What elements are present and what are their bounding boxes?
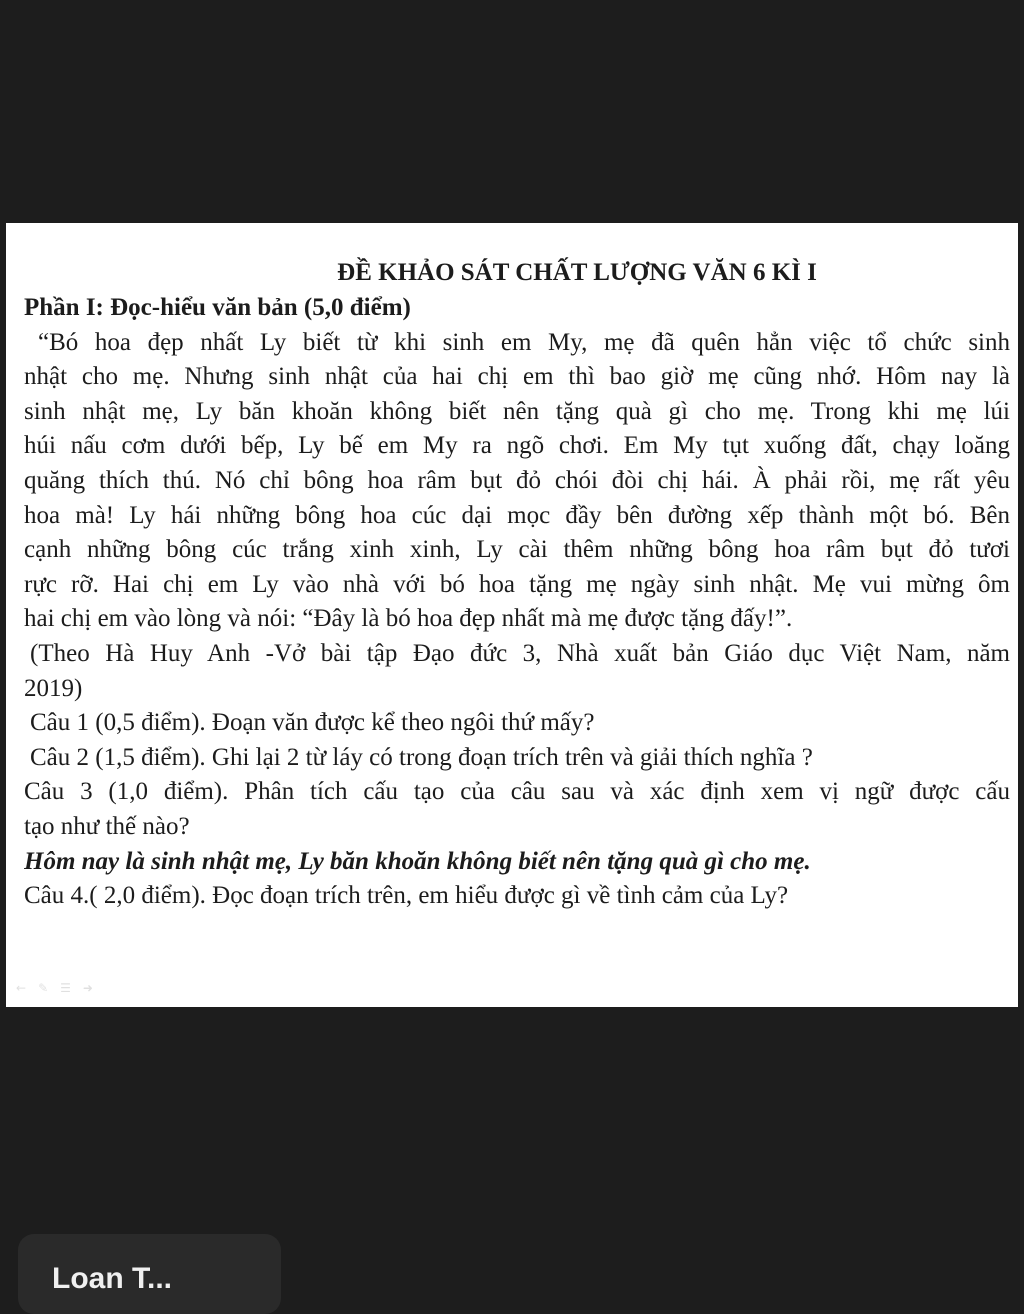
source-citation: 2019): [24, 674, 83, 702]
faded-toolbar: [16, 981, 93, 995]
bottom-tab-label: Loan T...: [52, 1262, 172, 1295]
section-heading: Phần I: Đọc-hiểu văn bản (5,0 điểm): [24, 294, 411, 321]
document-title: ĐỀ KHẢO SÁT CHẤT LƯỢNG VĂN 6 KÌ I: [337, 259, 817, 286]
question-3-sentence: Hôm nay là sinh nhật mẹ, Ly băn khoăn không biết nên tặng quà gì cho mẹ.: [24, 847, 811, 875]
question-4: Câu 4.( 2,0 điểm). Đọc đoạn trích trên, em hiểu được gì về tình cảm của Ly?: [24, 882, 789, 910]
passage-line: “Bó hoa đẹp nhất Ly biết từ khi sinh em My, mẹ đã quên hẳn việc tổ chức sinh: [38, 328, 1010, 356]
passage-line: cạnh những bông cúc trắng xinh xinh, Ly cài thêm những bông hoa râm bụt đỏ tươi: [24, 536, 1010, 564]
question-3: tạo như thế nào?: [24, 812, 190, 840]
source-citation: (Theo Hà Huy Anh -Vở bài tập Đạo đức 3, Nhà xuất bản Giáo dục Việt Nam, năm: [30, 639, 1010, 667]
passage-line: sinh nhật mẹ, Ly băn khoăn không biết nên tặng quà gì cho mẹ. Trong khi mẹ lúi: [24, 397, 1010, 425]
passage-line: hoa mà! Ly hái những bông hoa cúc dại mọc đầy bên đường xếp thành một bó. Bên: [24, 501, 1010, 529]
document-body: [24, 291, 1010, 914]
arrow-right-icon: ➜: [82, 981, 93, 995]
passage-line: nhật cho mẹ. Nhưng sinh nhật của hai chị em thì bao giờ mẹ cũng nhớ. Hôm nay là: [24, 363, 1010, 391]
question-2: Câu 2 (1,5 điểm). Ghi lại 2 từ láy có trong đoạn trích trên và giải thích nghĩa ?: [30, 743, 813, 771]
question-1: Câu 1 (0,5 điểm). Đoạn văn được kể theo ngôi thứ mấy?: [30, 709, 595, 737]
question-3: Câu 3 (1,0 điểm). Phân tích cấu tạo của câu sau và xác định xem vị ngữ được cấu: [24, 778, 1010, 806]
document-page: [6, 223, 1018, 1007]
arrow-left-icon: ←: [16, 981, 27, 995]
pen-icon: ✎: [38, 981, 49, 995]
passage-line: húi nấu cơm dưới bếp, Ly bế em My ra ngõ chơi. Em My tụt xuống đất, chạy loăng: [24, 432, 1010, 460]
bottom-user-tab[interactable]: [18, 1234, 281, 1314]
passage-line: rực rỡ. Hai chị em Ly vào nhà với bó hoa tặng mẹ ngày sinh nhật. Mẹ vui mừng ôm: [24, 570, 1010, 598]
passage-line: quăng thích thú. Nó chỉ bông hoa râm bụt đỏ chói đòi chị hái. À phải rồi, mẹ rất yêu: [24, 466, 1010, 494]
menu-icon: ☰: [60, 981, 71, 995]
passage-line: hai chị em vào lòng và nói: “Đây là bó hoa đẹp nhất mà mẹ được tặng đấy!”.: [24, 605, 793, 633]
